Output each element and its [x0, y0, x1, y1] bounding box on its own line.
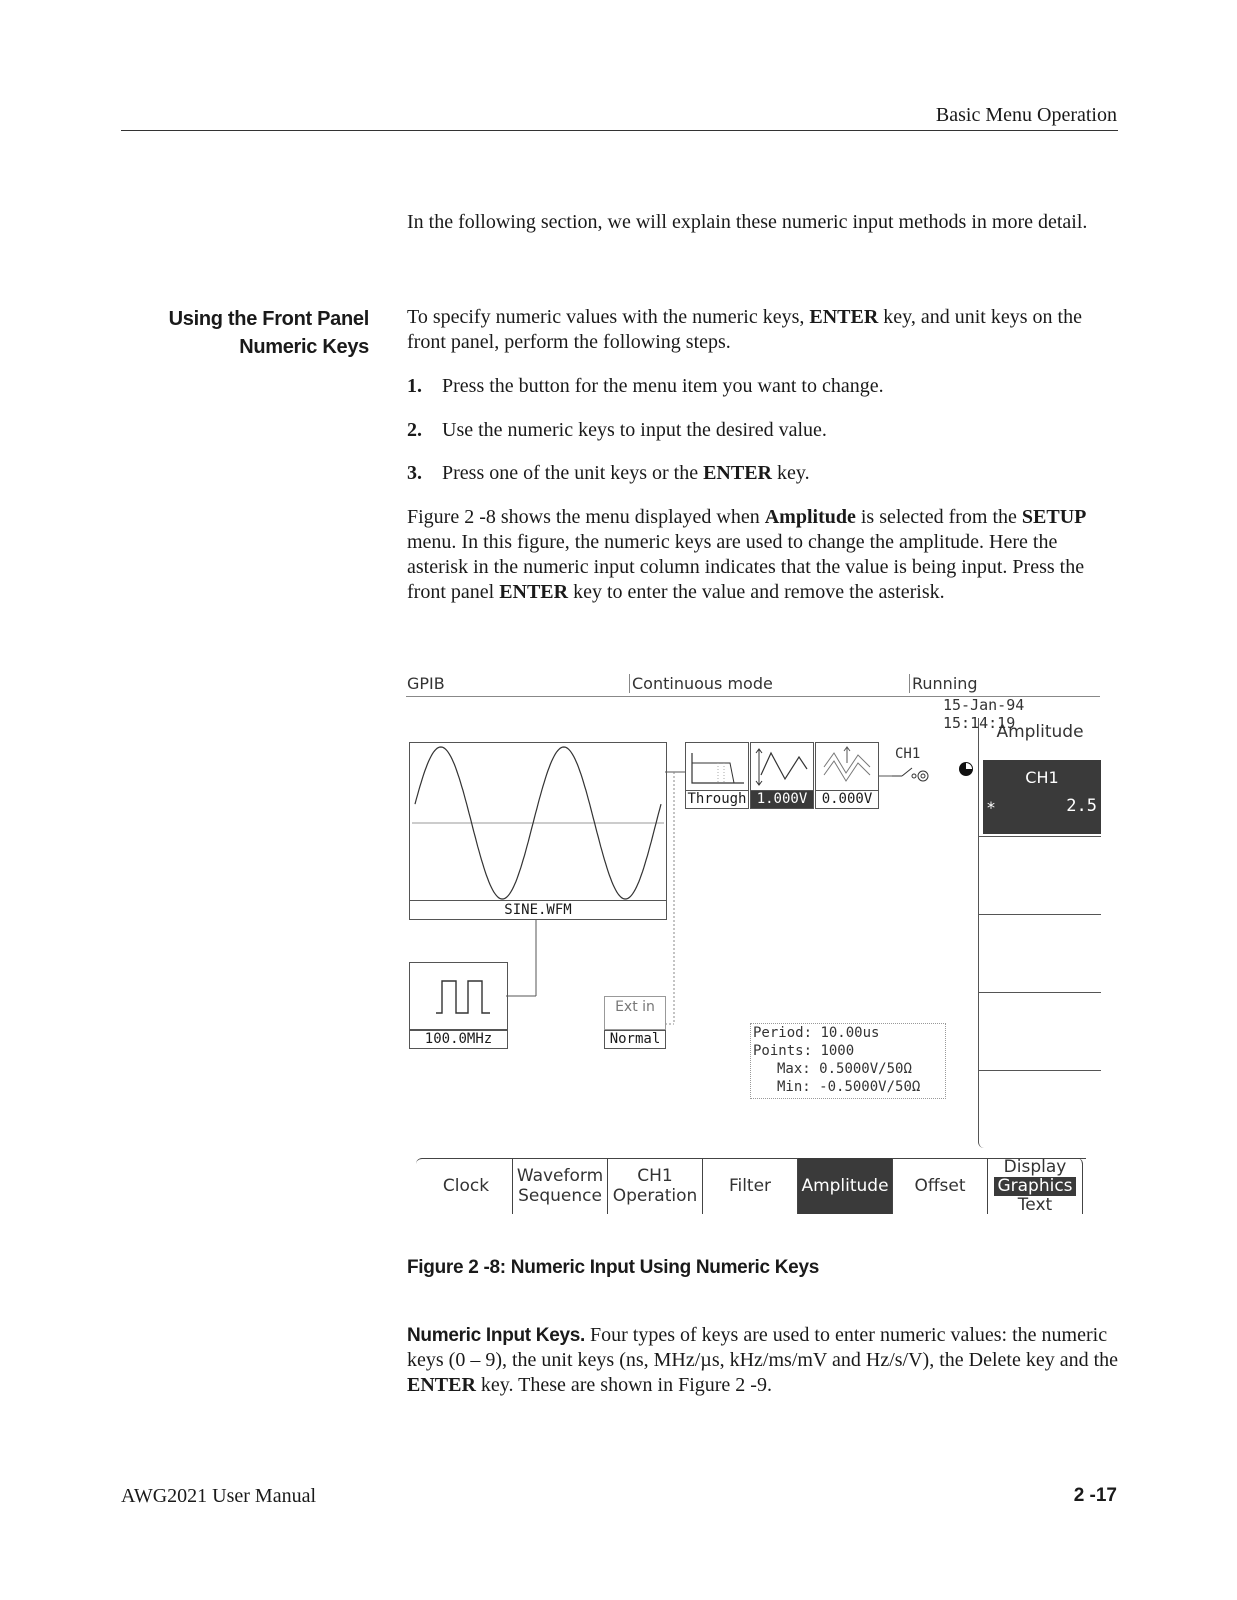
period-value: 10.00us: [820, 1025, 880, 1041]
menu-ch1-operation-button[interactable]: CH1 Operation: [607, 1158, 702, 1214]
instrument-screen: [406, 672, 1100, 1220]
filter-box[interactable]: [685, 742, 749, 792]
step-1: 1. Press the button for the menu item you want to change.: [407, 375, 884, 397]
side-menu-slot-2[interactable]: [979, 914, 1101, 915]
input-asterisk: *: [987, 798, 995, 817]
selection-knob-icon: [957, 760, 975, 778]
waveform-info: Period: 10.00us Points: 1000 Max: 0.5000V/50Ω Min: -0.5000V/50Ω: [750, 1023, 946, 1099]
status-datetime: 15-Jan-94 15:14:19: [943, 696, 1025, 732]
side-menu: [978, 718, 1101, 1148]
offset-value[interactable]: 0.000V: [815, 790, 879, 809]
channel-label: CH1: [895, 746, 921, 762]
figure-paragraph: Figure 2 -8 shows the menu displayed when Amplitude is selected from the SETUP menu. In this figure, the numeric keys are used to change the amplitude. Here the asterisk in the numeric input column indicates that the value is being input. Press the front panel ENTER key to enter the value and remove the asterisk.: [407, 506, 1087, 603]
side-menu-ch1-button[interactable]: [983, 760, 1101, 834]
filter-response-icon: [686, 743, 748, 791]
status-mode: Continuous mode: [629, 674, 773, 693]
side-menu-slot-3[interactable]: [979, 992, 1101, 993]
max-value: 0.5000V/50Ω: [819, 1061, 912, 1077]
output-switch-icon: [892, 762, 932, 784]
side-menu-title: Amplitude: [996, 722, 1084, 742]
section-heading-line1: Using the Front Panel: [168, 308, 369, 330]
waveform-filename[interactable]: SINE.WFM: [409, 900, 667, 920]
side-menu-slot-4[interactable]: [979, 1070, 1101, 1071]
footer-manual-title: AWG2021 User Manual: [121, 1485, 317, 1507]
status-gpib: GPIB: [407, 674, 445, 693]
display-graphics-option: Graphics: [994, 1177, 1075, 1196]
menu-offset-button[interactable]: Offset: [892, 1158, 987, 1214]
trigger-mode[interactable]: Normal: [604, 1030, 666, 1049]
points-value: 1000: [820, 1043, 855, 1059]
offset-box[interactable]: [815, 742, 879, 792]
figure-caption: Figure 2 -8: Numeric Input Using Numeric Keys: [407, 1257, 819, 1278]
lead-paragraph: To specify numeric values with the numeric keys, ENTER key, and unit keys on the front panel, perform the following steps.: [407, 306, 1082, 353]
min-value: -0.5000V/50Ω: [819, 1079, 921, 1095]
amplitude-value[interactable]: 1.000V: [750, 790, 814, 809]
menu-amplitude-button[interactable]: Amplitude: [797, 1158, 892, 1214]
menu-filter-button[interactable]: Filter: [702, 1158, 797, 1214]
amplitude-box[interactable]: [750, 742, 814, 792]
menu-waveform-sequence-button[interactable]: Waveform Sequence: [512, 1158, 607, 1214]
step-3: 3. Press one of the unit keys or the ENTER key.: [407, 462, 810, 484]
running-header: Basic Menu Operation: [935, 104, 1117, 126]
offset-wave-icon: [816, 743, 878, 791]
footer-page-number: 2 -17: [1073, 1485, 1117, 1506]
section-heading: [120, 305, 369, 361]
ext-in-box[interactable]: [604, 996, 666, 1030]
menu-clock-button[interactable]: Clock: [442, 1176, 490, 1196]
filter-value[interactable]: Through: [685, 790, 749, 809]
step-2: 2. Use the numeric keys to input the desired value.: [407, 419, 827, 441]
menu-display-button[interactable]: Display Graphics Text: [987, 1158, 1083, 1214]
section-heading-line2: Numeric Keys: [239, 336, 369, 358]
clock-frequency[interactable]: 100.0MHz: [409, 1030, 508, 1049]
side-menu-channel: CH1: [1025, 768, 1059, 787]
numeric-keys-paragraph: Numeric Input Keys. Four types of keys are used to enter numeric values: the numeric keys (0 – 9), the unit keys (ns, MHz/µs, kHz/ms/mV and Hz/s/V), the Delete key and the ENTER key. These are shown in Figure 2 -9.: [407, 1324, 1119, 1396]
amplitude-wave-icon: [751, 743, 813, 791]
ext-in-label: Ext in: [615, 999, 655, 1015]
intro-paragraph: In the following section, we will explain these numeric input methods in more detail.: [407, 211, 1088, 233]
amplitude-input-value[interactable]: 2.5: [1066, 796, 1097, 816]
header-rule: [121, 130, 1118, 131]
status-running: Running: [909, 674, 978, 693]
